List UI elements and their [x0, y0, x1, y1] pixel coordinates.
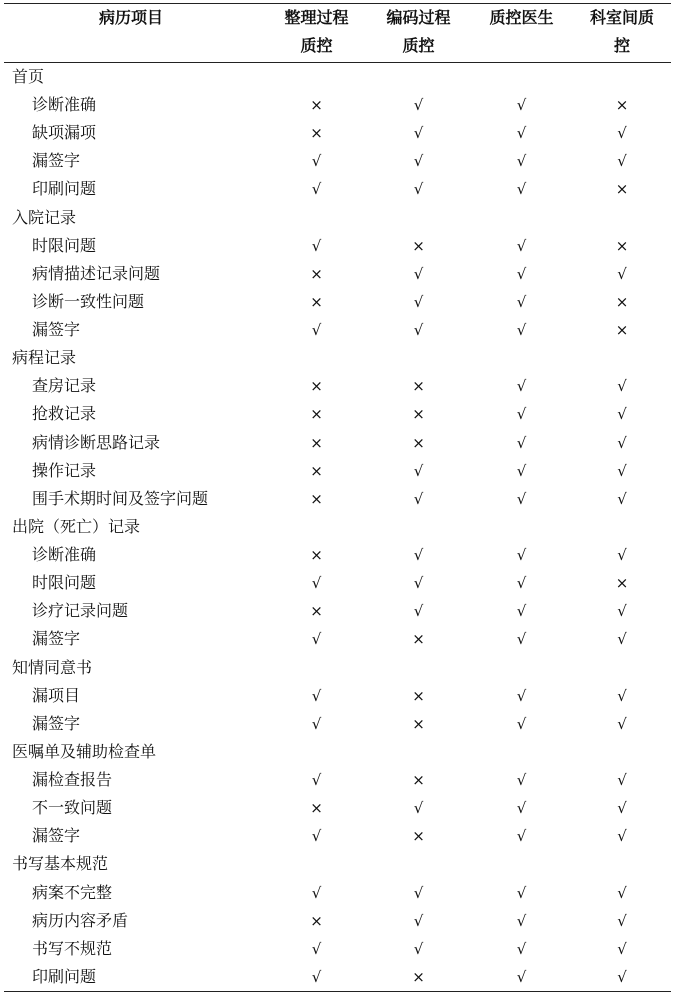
item-label: 漏签字 — [32, 713, 81, 733]
interdept-qc-mark: √ — [617, 461, 627, 480]
section-label: 出院（死亡）记录 — [12, 516, 141, 536]
header-sorting-qc — [266, 4, 367, 63]
item-label: 抢救记录 — [32, 404, 97, 424]
table-row — [4, 963, 671, 992]
table-row — [4, 541, 671, 569]
interdept-qc-mark: × — [615, 96, 629, 115]
qc-doctor-mark: √ — [516, 714, 527, 733]
table-row — [4, 935, 671, 963]
item-label: 操作记录 — [32, 460, 97, 480]
coding-qc-mark: √ — [413, 939, 424, 958]
sorting-qc-mark: × — [310, 96, 323, 115]
table-row — [4, 879, 671, 907]
item-label: 时限问题 — [32, 573, 97, 593]
interdept-qc-mark: √ — [617, 152, 627, 171]
qc-doctor-mark: √ — [516, 827, 527, 846]
table-row — [4, 794, 671, 822]
coding-qc-mark: × — [412, 771, 425, 790]
interdept-qc-mark: √ — [617, 714, 627, 733]
table-row — [4, 175, 671, 203]
qc-doctor-mark: √ — [516, 292, 527, 311]
coding-qc-mark: √ — [413, 489, 424, 508]
table-row — [4, 569, 671, 597]
header-interdept-qc-line2: 控 — [613, 36, 630, 55]
table-row — [4, 822, 671, 850]
interdept-qc-mark: × — [615, 574, 629, 593]
interdept-qc-mark: √ — [617, 911, 627, 930]
interdept-qc-mark — [573, 344, 671, 372]
coding-qc-mark: √ — [413, 96, 424, 115]
section-label: 书写基本规范 — [12, 854, 109, 874]
coding-qc-mark: × — [412, 630, 425, 649]
item-label: 病历内容矛盾 — [32, 910, 129, 930]
interdept-qc-mark: × — [615, 292, 629, 311]
sorting-qc-mark: × — [310, 405, 323, 424]
interdept-qc-mark: √ — [617, 630, 627, 649]
qc-doctor-mark: √ — [516, 180, 527, 199]
coding-qc-mark: √ — [413, 124, 424, 143]
section-label: 医嘱单及辅助检查单 — [12, 741, 157, 761]
table-row — [4, 457, 671, 485]
qc-doctor-mark: √ — [516, 152, 527, 171]
interdept-qc-mark: √ — [617, 827, 627, 846]
coding-qc-mark: √ — [413, 911, 424, 930]
interdept-qc-mark: √ — [617, 883, 627, 902]
sorting-qc-mark: √ — [311, 714, 322, 733]
sorting-qc-mark: √ — [266, 963, 367, 992]
item-label: 印刷问题 — [4, 963, 266, 992]
item-label: 诊疗记录问题 — [32, 601, 129, 621]
coding-qc-mark — [367, 654, 470, 682]
sorting-qc-mark: × — [310, 546, 323, 565]
interdept-qc-mark: √ — [573, 963, 671, 992]
interdept-qc-mark: √ — [617, 377, 627, 396]
sorting-qc-mark: × — [310, 433, 323, 452]
qc-doctor-mark: √ — [516, 883, 527, 902]
section-row — [4, 63, 671, 92]
section-label: 入院记录 — [12, 207, 77, 227]
item-label: 病情诊断思路记录 — [32, 432, 161, 452]
coding-qc-mark: √ — [413, 883, 424, 902]
qc-doctor-mark: √ — [516, 236, 527, 255]
coding-qc-mark: × — [412, 714, 425, 733]
coding-qc-mark: √ — [413, 321, 424, 340]
item-label: 查房记录 — [32, 376, 97, 396]
sorting-qc-mark — [266, 63, 367, 92]
coding-qc-mark: × — [412, 686, 425, 705]
section-label: 病程记录 — [12, 348, 77, 368]
sorting-qc-mark: √ — [311, 771, 322, 790]
item-label: 病情描述记录问题 — [32, 263, 161, 283]
sorting-qc-mark: × — [310, 377, 323, 396]
qc-doctor-mark: √ — [516, 124, 527, 143]
qc-doctor-mark: √ — [516, 405, 527, 424]
table-row — [4, 429, 671, 457]
qc-doctor-mark — [470, 654, 573, 682]
interdept-qc-mark: √ — [617, 124, 627, 143]
sorting-qc-mark: √ — [311, 321, 322, 340]
coding-qc-mark: × — [412, 377, 425, 396]
coding-qc-mark — [367, 513, 470, 541]
header-interdept-qc-line1: 科室间质 — [589, 8, 654, 27]
section-row — [4, 654, 671, 682]
qc-doctor-mark — [470, 204, 573, 232]
table-header — [4, 4, 671, 63]
section-label: 首页 — [12, 67, 45, 86]
interdept-qc-mark: √ — [617, 799, 627, 818]
sorting-qc-mark: √ — [311, 630, 322, 649]
table-row — [4, 316, 671, 344]
qc-comparison-table — [4, 3, 671, 992]
item-label: 漏检查报告 — [32, 770, 113, 790]
qc-doctor-mark: √ — [516, 321, 527, 340]
header-qc-doctor: 质控医生 — [470, 4, 573, 63]
interdept-qc-mark — [573, 738, 671, 766]
sorting-qc-mark: × — [310, 799, 323, 818]
coding-qc-mark — [367, 204, 470, 232]
item-label: 漏签字 — [32, 151, 81, 171]
section-row — [4, 513, 671, 541]
coding-qc-mark: √ — [413, 799, 424, 818]
sorting-qc-mark: √ — [311, 883, 322, 902]
sorting-qc-mark — [266, 204, 367, 232]
interdept-qc-mark — [573, 63, 671, 92]
coding-qc-mark: √ — [413, 574, 424, 593]
qc-doctor-mark: √ — [516, 911, 527, 930]
header-row — [4, 4, 671, 63]
coding-qc-mark: × — [412, 236, 425, 255]
section-row — [4, 204, 671, 232]
table-row — [4, 710, 671, 738]
header-coding-qc-line1: 编码过程 — [386, 8, 451, 27]
header-record-item: 病历项目 — [4, 4, 266, 63]
item-label: 诊断一致性问题 — [32, 291, 145, 311]
sorting-qc-mark: × — [310, 602, 323, 621]
coding-qc-mark: √ — [413, 546, 424, 565]
header-coding-qc — [367, 4, 470, 63]
coding-qc-mark — [367, 850, 470, 878]
item-label: 漏项目 — [32, 685, 81, 705]
table-row — [4, 682, 671, 710]
qc-doctor-mark: √ — [516, 771, 527, 790]
sorting-qc-mark: √ — [311, 180, 322, 199]
sorting-qc-mark: × — [310, 124, 323, 143]
section-row — [4, 850, 671, 878]
qc-doctor-mark: √ — [516, 489, 527, 508]
header-coding-qc-line2: 质控 — [402, 36, 435, 55]
item-label: 不一致问题 — [32, 798, 113, 818]
sorting-qc-mark — [266, 513, 367, 541]
coding-qc-mark: √ — [413, 152, 424, 171]
table-row — [4, 119, 671, 147]
qc-doctor-mark — [470, 63, 573, 92]
interdept-qc-mark: √ — [617, 686, 627, 705]
coding-qc-mark — [367, 344, 470, 372]
interdept-qc-mark — [573, 654, 671, 682]
qc-doctor-mark: √ — [516, 630, 527, 649]
sorting-qc-mark — [266, 738, 367, 766]
coding-qc-mark: × — [412, 405, 425, 424]
interdept-qc-mark: √ — [617, 405, 627, 424]
item-label: 病案不完整 — [32, 882, 113, 902]
item-label: 诊断准确 — [32, 95, 97, 115]
interdept-qc-mark — [573, 513, 671, 541]
interdept-qc-mark: √ — [617, 433, 627, 452]
table-row — [4, 91, 671, 119]
section-label: 知情同意书 — [12, 657, 93, 677]
sorting-qc-mark: × — [310, 489, 323, 508]
sorting-qc-mark: √ — [311, 574, 322, 593]
sorting-qc-mark: × — [310, 911, 323, 930]
item-label: 印刷问题 — [32, 179, 97, 199]
qc-doctor-mark: √ — [516, 264, 527, 283]
sorting-qc-mark: √ — [311, 686, 322, 705]
table-row — [4, 288, 671, 316]
coding-qc-mark: √ — [413, 292, 424, 311]
interdept-qc-mark — [573, 204, 671, 232]
qc-doctor-mark: √ — [516, 574, 527, 593]
qc-doctor-mark: √ — [470, 963, 573, 992]
coding-qc-mark: √ — [413, 180, 424, 199]
table-row — [4, 232, 671, 260]
qc-doctor-mark: √ — [516, 96, 527, 115]
sorting-qc-mark — [266, 850, 367, 878]
header-interdept-qc — [573, 4, 671, 63]
table-body — [4, 63, 671, 992]
table-row — [4, 907, 671, 935]
table-row — [4, 260, 671, 288]
sorting-qc-mark — [266, 654, 367, 682]
table-row — [4, 625, 671, 653]
sorting-qc-mark — [266, 344, 367, 372]
interdept-qc-mark: √ — [617, 771, 627, 790]
item-label: 时限问题 — [32, 235, 97, 255]
header-sorting-qc-line1: 整理过程 — [284, 8, 349, 27]
qc-doctor-mark: √ — [516, 546, 527, 565]
section-row — [4, 738, 671, 766]
item-label: 漏签字 — [32, 320, 81, 340]
interdept-qc-mark: × — [615, 321, 629, 340]
qc-doctor-mark: √ — [516, 377, 527, 396]
coding-qc-mark: √ — [413, 461, 424, 480]
coding-qc-mark: √ — [413, 264, 424, 283]
sorting-qc-mark: × — [310, 461, 323, 480]
item-label: 书写不规范 — [32, 938, 113, 958]
qc-doctor-mark: √ — [516, 461, 527, 480]
table-row — [4, 400, 671, 428]
header-sorting-qc-line2: 质控 — [300, 36, 333, 55]
table-row — [4, 147, 671, 175]
item-label: 围手术期时间及签字问题 — [32, 488, 209, 508]
section-row — [4, 344, 671, 372]
coding-qc-mark: × — [367, 963, 470, 992]
sorting-qc-mark: √ — [311, 939, 322, 958]
qc-doctor-mark — [470, 513, 573, 541]
qc-doctor-mark: √ — [516, 686, 527, 705]
interdept-qc-mark: √ — [617, 939, 627, 958]
coding-qc-mark — [367, 63, 470, 92]
interdept-qc-mark — [573, 850, 671, 878]
sorting-qc-mark: × — [310, 292, 323, 311]
qc-doctor-mark: √ — [516, 602, 527, 621]
sorting-qc-mark: √ — [311, 152, 322, 171]
sorting-qc-mark: √ — [311, 827, 322, 846]
coding-qc-mark: × — [412, 827, 425, 846]
qc-doctor-mark: √ — [516, 433, 527, 452]
sorting-qc-mark: √ — [311, 236, 322, 255]
table-row — [4, 485, 671, 513]
qc-doctor-mark: √ — [516, 799, 527, 818]
coding-qc-mark: √ — [413, 602, 424, 621]
qc-doctor-mark: √ — [516, 939, 527, 958]
item-label: 缺项漏项 — [32, 123, 97, 143]
interdept-qc-mark: √ — [617, 489, 627, 508]
interdept-qc-mark: × — [615, 180, 629, 199]
item-label: 漏签字 — [32, 629, 81, 649]
table-row — [4, 766, 671, 794]
item-label: 诊断准确 — [32, 545, 97, 565]
interdept-qc-mark: × — [615, 236, 629, 255]
interdept-qc-mark: √ — [617, 264, 627, 283]
coding-qc-mark: × — [412, 433, 425, 452]
qc-doctor-mark — [470, 344, 573, 372]
table-row — [4, 597, 671, 625]
item-label: 漏签字 — [32, 826, 81, 846]
interdept-qc-mark: √ — [617, 602, 627, 621]
qc-doctor-mark — [470, 850, 573, 878]
qc-doctor-mark — [470, 738, 573, 766]
sorting-qc-mark: × — [310, 264, 323, 283]
coding-qc-mark — [367, 738, 470, 766]
interdept-qc-mark: √ — [617, 546, 627, 565]
table-row — [4, 372, 671, 400]
